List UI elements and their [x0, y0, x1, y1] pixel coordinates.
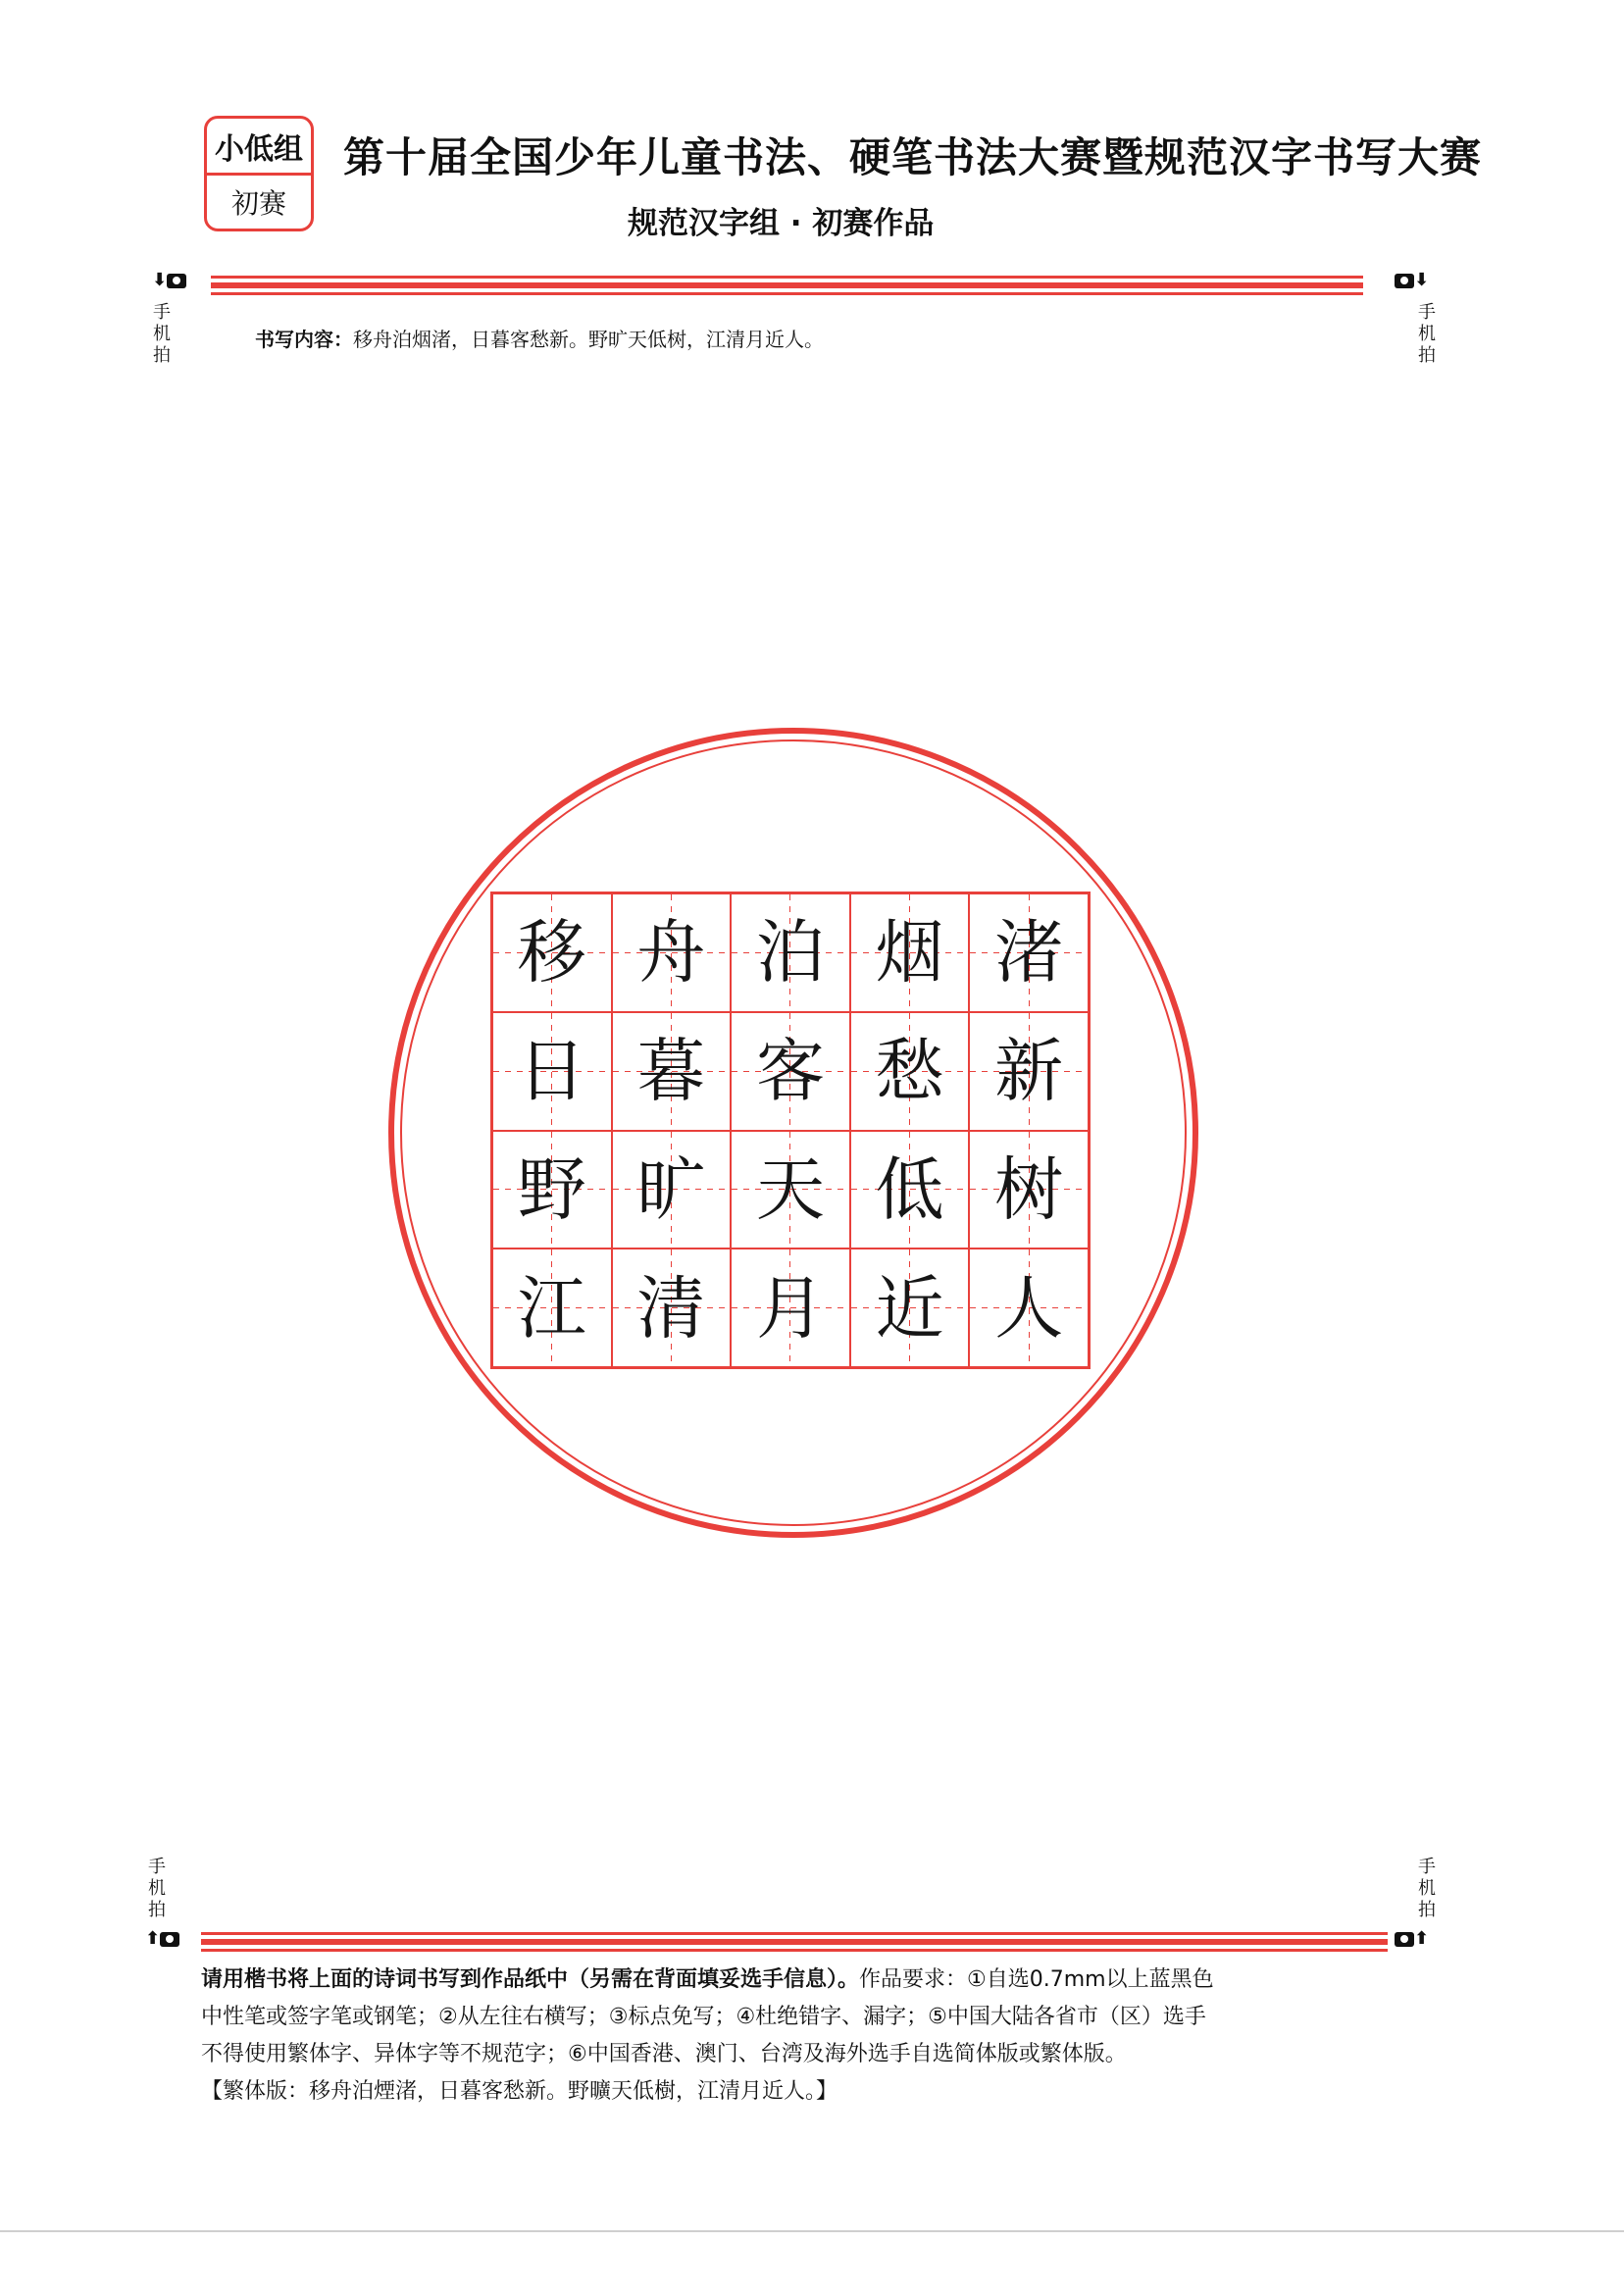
arrow-down-icon: ⬇: [1414, 270, 1430, 290]
grid-cell: [612, 1131, 732, 1249]
corner-mark-top-right: [1395, 270, 1429, 290]
grid-character: 清: [636, 1267, 706, 1349]
instructions-line-2: 中性笔或签字笔或钢笔；②从左往右横写；③标点免写；④杜绝错字、漏字；⑤中国大陆各省市（区）选手: [201, 2005, 1206, 2029]
instructions-lead: 请用楷书将上面的诗词书写到作品纸中（另需在背面填妥选手信息）。: [201, 1967, 860, 1992]
instructions: [201, 1962, 1407, 2111]
corner-mark-bottom-right: [1395, 1928, 1429, 1949]
page-edge-line: [0, 2230, 1624, 2232]
grid-cell: [969, 1012, 1089, 1131]
grid-character: 低: [875, 1148, 944, 1230]
corner-mark-bottom-left: [145, 1928, 179, 1949]
grid-character: 近: [875, 1267, 944, 1349]
grid-cell: [612, 1249, 732, 1367]
grid-character: 人: [994, 1267, 1064, 1349]
grid-character: 旷: [636, 1148, 706, 1230]
badge-group-label: 小低组: [207, 119, 311, 176]
top-rule-thick: [211, 282, 1363, 288]
grid-cell: [731, 893, 850, 1012]
grid-character: 泊: [755, 912, 825, 994]
arrow-up-icon: ⬆: [145, 1928, 161, 1949]
arrow-up-icon: ⬆: [1414, 1928, 1430, 1949]
grid-cell: [612, 1012, 732, 1131]
top-rule-thin: [211, 276, 1363, 279]
phone-photo-label-top-left: 手机拍: [153, 302, 171, 366]
grid-character: 江: [517, 1267, 586, 1349]
grid-cell: [850, 1249, 970, 1367]
writing-content: [255, 324, 824, 352]
grid-cell: [969, 893, 1089, 1012]
grid-character: 愁: [875, 1031, 944, 1112]
instructions-line-3: 不得使用繁体字、异体字等不规范字；⑥中国香港、澳门、台湾及海外选手自选简体版或繁体版。: [201, 2042, 1127, 2066]
camera-icon: [1395, 1932, 1414, 1947]
grid-cell: [492, 1131, 612, 1249]
grid-cell: [492, 1012, 612, 1131]
grid-cell: [850, 1131, 970, 1249]
page-subtitle: 规范汉字组 · 初赛作品: [628, 206, 935, 241]
grid-character: 烟: [875, 912, 944, 994]
camera-icon: [167, 274, 186, 288]
grid-character: 移: [517, 912, 586, 994]
arrow-down-icon: ⬇: [152, 270, 168, 290]
grid-character: 野: [517, 1148, 586, 1230]
instructions-requirements: 作品要求：①自选0.7mm以上蓝黑色: [859, 1967, 1214, 1992]
phone-photo-label-bottom-right: 手机拍: [1418, 1857, 1436, 1920]
corner-mark-top-left: [152, 270, 186, 290]
grid-character: 舟: [636, 912, 706, 994]
grid-cell: [492, 1249, 612, 1367]
group-badge: [204, 116, 314, 231]
writing-content-text: 移舟泊烟渚，日暮客愁新。野旷天低树，江清月近人。: [353, 328, 824, 351]
bottom-rule-thick: [201, 1939, 1388, 1945]
grid-cell: [492, 893, 612, 1012]
traditional-version: 【繁体版：移舟泊煙渚，日暮客愁新。野曠天低樹，江清月近人。】: [201, 2079, 838, 2104]
grid-character: 树: [994, 1148, 1064, 1230]
grid-character: 客: [755, 1031, 825, 1112]
grid-cell: [612, 893, 732, 1012]
grid-cell: [850, 1012, 970, 1131]
grid-character: 新: [994, 1031, 1064, 1112]
camera-icon: [160, 1932, 179, 1947]
grid-cell: [731, 1131, 850, 1249]
bottom-rule-thin: [201, 1932, 1388, 1935]
grid-cell: [731, 1012, 850, 1131]
grid-character: 日: [517, 1031, 586, 1112]
grid-character: 月: [755, 1267, 825, 1349]
bottom-rule-thin-2: [201, 1949, 1388, 1952]
grid-cell: [969, 1131, 1089, 1249]
grid-cell: [850, 893, 970, 1012]
phone-photo-label-top-right: 手机拍: [1418, 302, 1436, 366]
grid-cell: [731, 1249, 850, 1367]
camera-icon: [1395, 274, 1414, 288]
instructions-line-1: [201, 1962, 1407, 1999]
grid-cell: [969, 1249, 1089, 1367]
character-grid: [490, 892, 1091, 1369]
grid-character: 渚: [994, 912, 1064, 994]
phone-photo-label-bottom-left: 手机拍: [148, 1857, 166, 1920]
grid-character: 暮: [636, 1031, 706, 1112]
badge-stage-label: 初赛: [230, 187, 286, 220]
writing-content-label: 书写内容：: [255, 328, 353, 351]
page-title: 第十届全国少年儿童书法、硬笔书法大赛暨规范汉字书写大赛: [343, 133, 1483, 181]
top-rule-thin-2: [211, 292, 1363, 295]
grid-character: 天: [755, 1148, 825, 1230]
